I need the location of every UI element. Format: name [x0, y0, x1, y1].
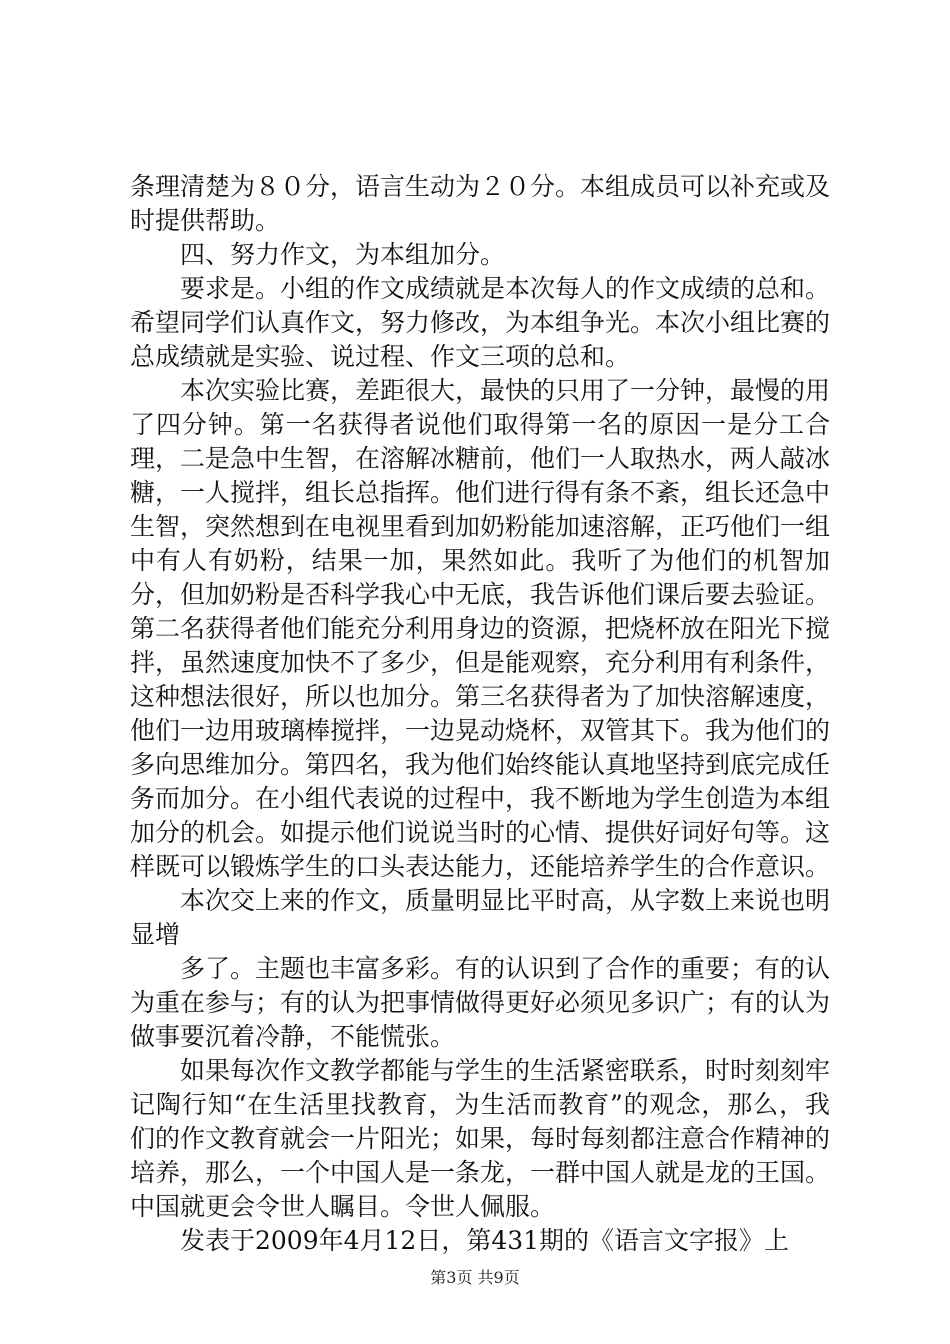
paragraph-essay-quality: 本次交上来的作文，质量明显比平时高，从字数上来说也明显增 [130, 886, 831, 949]
paragraph-requirements: 要求是。小组的作文成绩就是本次每人的作文成绩的总和。希望同学们认真作文，努力修改，为本组争光。本次小组比赛的总成绩就是实验、说过程、作文三项的总和。 [130, 274, 831, 371]
paragraph-conclusion: 如果每次作文教学都能与学生的生活紧密联系，时时刻刻牢记陶行知“在生活里找教育，为生活而教育”的观念，那么，我们的作文教育就会一片阳光；如果，每时每刻都注意合作精神的培养，那么，一个中国人是一条龙，一群中国人就是龙的王国。中国就更会令世人瞩目。令世人佩服。 [130, 1056, 831, 1221]
paragraph-essay-themes: 多了。主题也丰富多彩。有的认识到了合作的重要；有的认为重在参与；有的认为把事情做得更好必须见多识广；有的认为做事要沉着冷静，不能慌张。 [130, 954, 831, 1051]
document-body [130, 170, 830, 1258]
paragraph-experiment-results: 本次实验比赛，差距很大，最快的只用了一分钟，最慢的用了四分钟。第一名获得者说他们取得第一名的原因一是分工合理，二是急中生智，在溶解冰糖前，他们一人取热水，两人敲冰糖，一人搅拌，组长总指挥。他们进行得有条不紊，组长还急中生智，突然想到在电视里看到加奶粉能加速溶解，正巧他们一组中有人有奶粉，结果一加，果然如此。我听了为他们的机智加分，但加奶粉是否科学我心中无底，我告诉他们课后要去验证。第二名获得者他们能充分利用身边的资源，把烧杯放在阳光下搅拌，虽然速度加快不了多少，但是能观察，充分利用有利条件，这种想法很好，所以也加分。第三名获得者为了加快溶解速度，他们一边用玻璃棒搅拌，一边晃动烧杯，双管其下。我为他们的多向思维加分。第四名，我为他们始终能认真地坚持到底完成任务而加分。在小组代表说的过程中，我不断地为学生创造为本组加分的机会。如提示他们说说当时的心情、提供好词好句等。这样既可以锻炼学生的口头表达能力，还能培养学生的合作意识。 [130, 376, 831, 881]
paragraph-scoring-criteria: 条理清楚为８０分，语言生动为２０分。本组成员可以补充或及时提供帮助。 [130, 172, 831, 235]
paragraph-section-heading-four: 四、努力作文，为本组加分。 [180, 240, 506, 269]
paragraph-publication-note: 发表于2009年4月12日，第431期的《语言文字报》上 [180, 1226, 790, 1255]
page-footer: 第3页 共9页 [430, 1268, 520, 1287]
